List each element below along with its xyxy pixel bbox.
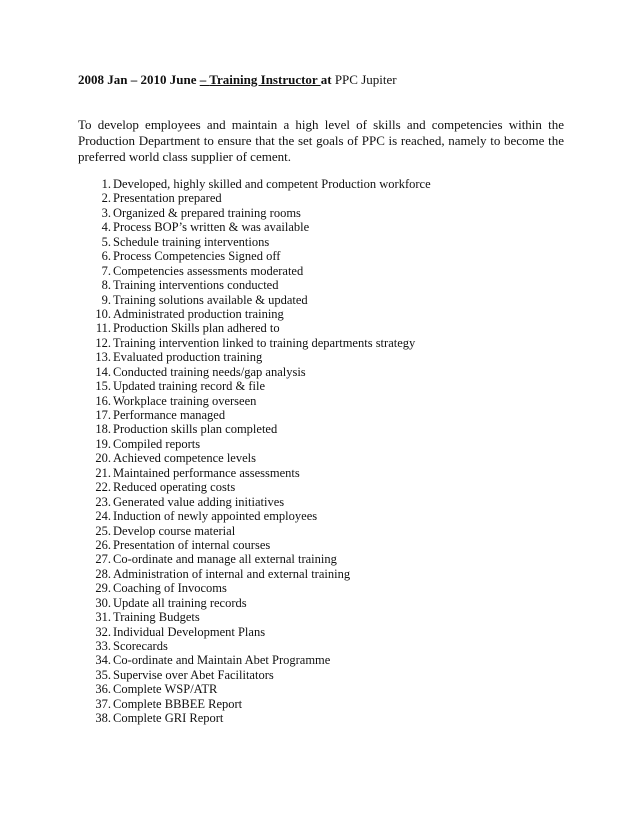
duty-number: 21.	[95, 465, 111, 480]
job-company: PPC Jupiter	[331, 72, 397, 87]
duty-item	[78, 408, 558, 422]
duty-item	[78, 437, 558, 451]
duty-text: Complete GRI Report	[113, 711, 224, 726]
duty-text: Individual Development Plans	[113, 624, 266, 639]
duty-text: Production Skills plan adhered to	[113, 321, 280, 336]
duty-text: Updated training record & file	[113, 379, 266, 394]
duty-number: 31.	[95, 610, 111, 625]
duty-item	[78, 495, 558, 509]
duty-text: Process Competencies Signed off	[113, 249, 281, 264]
duty-number: 34.	[95, 653, 111, 668]
job-at: at	[320, 72, 332, 87]
duty-text: Generated value adding initiatives	[113, 494, 285, 509]
duty-text: Complete WSP/ATR	[113, 682, 218, 697]
job-role: Training Instructor	[209, 72, 321, 87]
duty-text: Maintained performance assessments	[113, 465, 300, 480]
duty-number: 4.	[101, 220, 111, 235]
duty-item	[78, 697, 558, 711]
duty-number: 26.	[95, 537, 111, 552]
duty-text: Administration of internal and external training	[113, 566, 351, 581]
duty-text: Achieved competence levels	[113, 451, 256, 466]
duty-item	[78, 191, 558, 205]
duty-number: 11.	[95, 321, 111, 336]
duty-number: 13.	[95, 350, 111, 365]
duty-number: 36.	[95, 682, 111, 697]
duty-number: 15.	[95, 379, 111, 394]
duty-text: Process BOP’s written & was available	[113, 220, 310, 235]
duty-number: 18.	[95, 422, 111, 437]
duty-number: 22.	[95, 480, 111, 495]
duty-text: Update all training records	[113, 595, 247, 610]
duty-text: Co-ordinate and Maintain Abet Programme	[113, 653, 331, 668]
duty-number: 35.	[95, 667, 111, 682]
duty-text: Coaching of Invocoms	[113, 581, 227, 596]
duty-item	[78, 394, 558, 408]
duty-item	[78, 220, 558, 234]
duty-item	[78, 336, 558, 350]
duty-text: Supervise over Abet Facilitators	[113, 667, 274, 682]
duty-number: 10.	[95, 306, 111, 321]
duty-text: Training solutions available & updated	[113, 292, 308, 307]
duty-text: Training Budgets	[113, 610, 200, 625]
duty-item	[78, 379, 558, 393]
duty-text: Training intervention linked to training departments strategy	[113, 335, 416, 350]
duty-number: 33.	[95, 639, 111, 653]
duty-number: 8.	[101, 278, 111, 293]
duty-text: Induction of newly appointed employees	[113, 509, 318, 524]
duty-number: 17.	[95, 408, 111, 422]
duty-item	[78, 321, 558, 335]
duty-text: Competencies assessments moderated	[113, 263, 304, 278]
duty-item	[78, 567, 558, 581]
duty-item	[78, 596, 558, 610]
duty-text: Co-ordinate and manage all external training	[113, 552, 337, 567]
duty-item	[78, 552, 558, 566]
duty-number: 27.	[95, 552, 111, 567]
duty-text: Complete BBBEE Report	[113, 696, 243, 711]
duty-text: Performance managed	[113, 408, 226, 422]
duty-number: 24.	[95, 509, 111, 524]
duty-item	[78, 249, 558, 263]
duty-text: Evaluated production training	[113, 350, 263, 365]
duty-text: Conducted training needs/gap analysis	[113, 364, 306, 379]
duty-item	[78, 235, 558, 249]
duty-number: 14.	[95, 364, 111, 379]
duty-item	[78, 639, 558, 653]
duty-number: 30.	[95, 595, 111, 610]
duty-text: Training interventions conducted	[113, 278, 279, 293]
duty-number: 9.	[101, 292, 111, 307]
duty-number: 6.	[101, 249, 111, 264]
job-heading	[78, 72, 397, 88]
duty-text: Workplace training overseen	[113, 393, 257, 408]
duty-item	[78, 206, 558, 220]
duty-number: 25.	[95, 523, 111, 538]
duty-number: 19.	[95, 436, 111, 451]
duty-item	[78, 581, 558, 595]
duty-item	[78, 711, 558, 725]
duty-item	[78, 625, 558, 639]
duty-item	[78, 653, 558, 667]
duty-item	[78, 350, 558, 364]
duty-item	[78, 509, 558, 523]
duty-number: 38.	[95, 711, 111, 726]
job-period: 2008 Jan – 2010 June	[78, 72, 200, 87]
duty-number: 32.	[95, 624, 111, 639]
duty-item	[78, 365, 558, 379]
duty-item	[78, 610, 558, 624]
duty-item	[78, 480, 558, 494]
duty-item	[78, 177, 558, 191]
duty-text: Reduced operating costs	[113, 480, 236, 495]
duty-text: Production skills plan completed	[113, 422, 278, 437]
duty-number: 1.	[101, 177, 111, 191]
duty-number: 12.	[95, 335, 111, 350]
duty-text: Presentation prepared	[113, 191, 222, 206]
duty-text: Presentation of internal courses	[113, 537, 271, 552]
duty-number: 37.	[95, 696, 111, 711]
duties-list	[78, 177, 558, 726]
duty-item	[78, 466, 558, 480]
duty-text: Compiled reports	[113, 436, 201, 451]
duty-item	[78, 682, 558, 696]
duty-item	[78, 293, 558, 307]
duty-text: Develop course material	[113, 523, 236, 538]
duty-item	[78, 307, 558, 321]
duty-text: Organized & prepared training rooms	[113, 205, 301, 220]
job-description: To develop employees and maintain a high level of skills and competencies within the Production Department to ensure that the set goals of PPC is reached, namely to become the preferred world class supplier of cement.	[78, 117, 564, 164]
duty-item	[78, 422, 558, 436]
duty-number: 23.	[95, 494, 111, 509]
duty-item	[78, 668, 558, 682]
duty-number: 7.	[101, 263, 111, 278]
job-dash: –	[199, 72, 210, 87]
duty-text: Administrated production training	[113, 306, 284, 321]
duty-text: Developed, highly skilled and competent Production workforce	[113, 177, 431, 191]
duty-item	[78, 278, 558, 292]
duty-number: 2.	[101, 191, 111, 206]
duty-number: 20.	[95, 451, 111, 466]
duty-number: 16.	[95, 393, 111, 408]
duty-text: Schedule training interventions	[113, 234, 270, 249]
duty-item	[78, 451, 558, 465]
duty-number: 5.	[101, 234, 111, 249]
duty-number: 3.	[101, 205, 111, 220]
duty-number: 29.	[95, 581, 111, 596]
duty-item	[78, 524, 558, 538]
duty-number: 28.	[95, 566, 111, 581]
duty-item	[78, 538, 558, 552]
duty-item	[78, 264, 558, 278]
duty-text: Scorecards	[113, 639, 168, 653]
